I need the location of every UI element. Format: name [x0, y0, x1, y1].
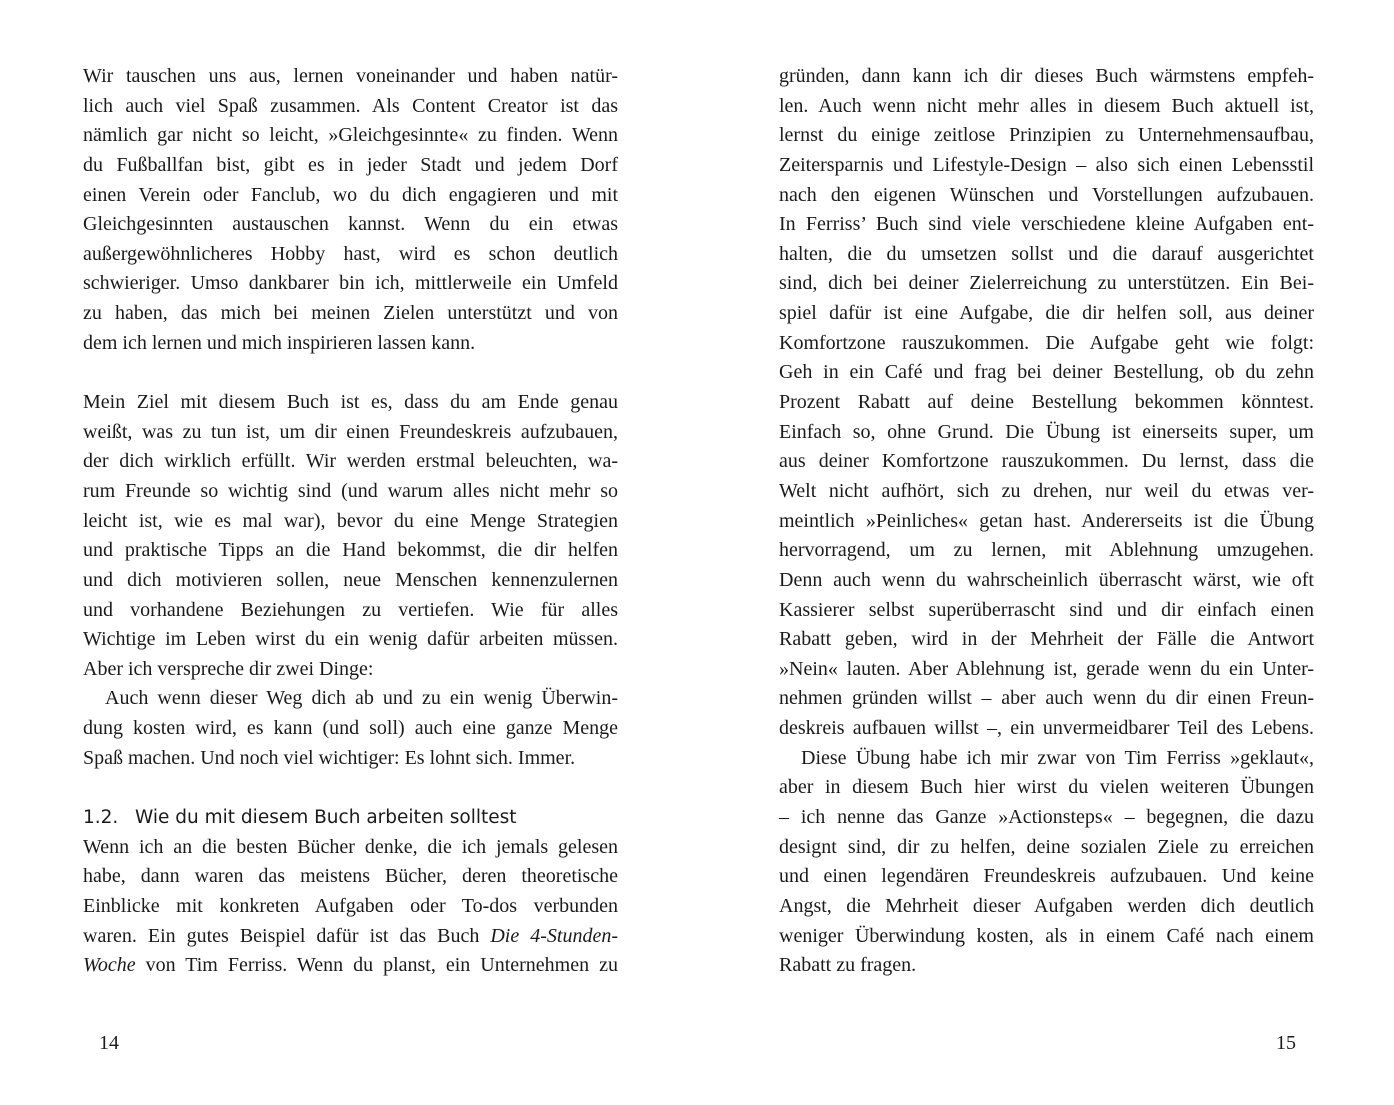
text-line: lernst du einige zeitlose Prinzipien zu Unternehmensaufbau, [779, 124, 1314, 147]
section-title: Wie du mit diesem Buch arbeiten solltest [135, 807, 517, 829]
text-line: weißt, was zu tun ist, um dir einen Freundeskreis aufzubauen, [83, 420, 618, 443]
paragraph-gap [83, 773, 618, 803]
text-line: dung kosten wird, es kann (und soll) auch eine ganze Menge [83, 717, 618, 740]
text-line: deskreis aufbauen willst –, ein unvermeidbarer Teil des Lebens. [779, 717, 1314, 740]
text-line [83, 922, 618, 952]
text-line: Mein Ziel mit diesem Buch ist es, dass du am Ende genau [83, 391, 618, 414]
text-line: Rabatt geben, wird in der Mehrheit der Fälle die Antwort [779, 628, 1314, 651]
text-line: lich auch viel Spaß zusammen. Als Content Creator ist das [83, 94, 618, 117]
paragraph [779, 62, 1314, 744]
page-number: 15 [1276, 1032, 1296, 1054]
page-number: 14 [99, 1032, 119, 1054]
text-line: designt sind, dir zu helfen, deine sozialen Ziele zu erreichen [779, 835, 1314, 858]
text-line: Geh in ein Café und frag bei deiner Bestellung, ob du zehn [779, 361, 1314, 384]
text-line: spiel dafür ist eine Aufgabe, die dir helfen soll, aus deiner [779, 302, 1314, 325]
text-line: hervorragend, um zu lernen, mit Ablehnung umzugehen. [779, 539, 1314, 562]
text-line: und dich motivieren sollen, neue Menschen kennenzulernen [83, 568, 618, 591]
text-line: Kassierer selbst superüberrascht sind und dir einfach einen [779, 598, 1314, 621]
text-line: nach den eigenen Wünschen und Vorstellungen aufzubauen. [779, 183, 1314, 206]
text-line: Komfortzone rauszukommen. Die Aufgabe geht wie folgt: [779, 331, 1314, 354]
text-line: und einen legendären Freundeskreis aufzubauen. Und keine [779, 865, 1314, 888]
text-line: halten, die du umsetzen sollst und die darauf ausgerichtet [779, 242, 1314, 265]
text-line: außergewöhnlicheres Hobby hast, wird es schon deutlich [83, 242, 618, 265]
section-heading [83, 803, 618, 833]
text-line: zu haben, das mich bei meinen Zielen unterstützt und von [83, 302, 618, 325]
paragraph [779, 744, 1314, 981]
text-line: Angst, die Mehrheit dieser Aufgaben werden dich deutlich [779, 894, 1314, 917]
paragraph [83, 388, 618, 684]
text-line: Gleichgesinnten austauschen kannst. Wenn du ein etwas [83, 213, 618, 236]
text-line: Einfach so, ohne Grund. Die Übung ist einerseits super, um [779, 420, 1314, 443]
right-page [779, 62, 1314, 1082]
text-run: von Tim Ferriss. Wenn du planst, ein Unternehmen zu [135, 954, 618, 977]
book-title-italic: Die 4-Stunden- [490, 924, 618, 947]
text-line: nämlich gar nicht so leicht, »Gleichgesinnte« zu finden. Wenn [83, 124, 618, 147]
text-line: Welt nicht aufhört, sich zu drehen, nur weil du etwas ver- [779, 479, 1314, 502]
text-line: Diese Übung habe ich mir zwar von Tim Ferriss »geklaut«, [801, 746, 1314, 769]
text-line: Wir tauschen uns aus, lernen voneinander und haben natür- [83, 65, 618, 87]
text-line: Spaß machen. Und noch viel wichtiger: Es lohnt sich. Immer. [83, 746, 576, 769]
text-line: nehmen gründen willst – aber auch wenn du dir einen Freun- [779, 687, 1314, 710]
book-title-italic: Woche [83, 954, 136, 977]
text-line: aus deiner Komfortzone rauszukommen. Du lernst, dass die [779, 450, 1314, 473]
text-line: einen Verein oder Fanclub, wo du dich engagieren und mit [83, 183, 618, 206]
text-line: rum Freunde so wichtig sind (und warum alles nicht mehr so [83, 479, 618, 502]
text-line: leicht ist, wie es mal war), bevor du eine Menge Strategien [83, 509, 618, 532]
text-line: Denn auch wenn du wahrscheinlich überrascht wärst, wie oft [779, 568, 1314, 591]
text-line: Wichtige im Leben wirst du ein wenig dafür arbeiten müssen. [83, 628, 618, 651]
text-line: meintlich »Peinliches« getan hast. Andererseits ist die Übung [779, 509, 1314, 532]
text-line: Aber ich verspreche dir zwei Dinge: [83, 657, 374, 680]
paragraph [83, 684, 618, 773]
section-number: 1.2. [83, 807, 119, 829]
paragraph [83, 833, 618, 981]
text-line: Einblicke mit konkreten Aufgaben oder To-dos verbunden [83, 894, 618, 917]
left-page [83, 62, 618, 1082]
text-line: du Fußballfan bist, gibt es in jeder Stadt und jedem Dorf [83, 153, 618, 176]
text-line: gründen, dann kann ich dir dieses Buch wärmstens empfeh- [779, 65, 1314, 87]
text-line: len. Auch wenn nicht mehr alles in diesem Buch aktuell ist, [779, 94, 1314, 117]
paragraph-gap [83, 358, 618, 388]
text-line: schwieriger. Umso dankbarer bin ich, mittlerweile ein Umfeld [83, 272, 618, 295]
paragraph [83, 62, 618, 358]
text-line: der dich wirklich erfüllt. Wir werden erstmal beleuchten, wa- [83, 450, 618, 473]
text-line: habe, dann waren das meistens Bücher, deren theoretische [83, 865, 618, 888]
text-line: aber in diesem Buch hier wirst du vielen weiteren Übungen [779, 776, 1314, 799]
text-line: Auch wenn dieser Weg dich ab und zu ein wenig Überwin- [105, 687, 618, 710]
text-line: »Nein« lauten. Aber Ablehnung ist, gerade wenn du ein Unter- [779, 657, 1314, 680]
text-line: und praktische Tipps an die Hand bekommst, die dir helfen [83, 539, 618, 562]
text-line: Rabatt zu fragen. [779, 954, 917, 977]
text-line: Zeitersparnis und Lifestyle-Design – also sich einen Lebensstil [779, 153, 1314, 176]
text-line [83, 951, 618, 981]
text-line: dem ich lernen und mich inspirieren lassen kann. [83, 331, 476, 354]
text-line: Prozent Rabatt auf deine Bestellung bekommen könntest. [779, 391, 1314, 414]
text-line: weniger Überwindung kosten, als in einem Café nach einem [779, 924, 1314, 947]
text-run: waren. Ein gutes Beispiel dafür ist das Buch [83, 924, 491, 947]
text-line: In Ferriss’ Buch sind viele verschiedene kleine Aufgaben ent- [779, 213, 1314, 236]
text-line: Wenn ich an die besten Bücher denke, die ich jemals gelesen [83, 835, 618, 858]
text-line: und vorhandene Beziehungen zu vertiefen. Wie für alles [83, 598, 618, 621]
text-line: sind, dich bei deiner Zielerreichung zu unterstützen. Ein Bei- [779, 272, 1314, 295]
text-line: – ich nenne das Ganze »Actionsteps« – begegnen, die dazu [779, 806, 1314, 829]
